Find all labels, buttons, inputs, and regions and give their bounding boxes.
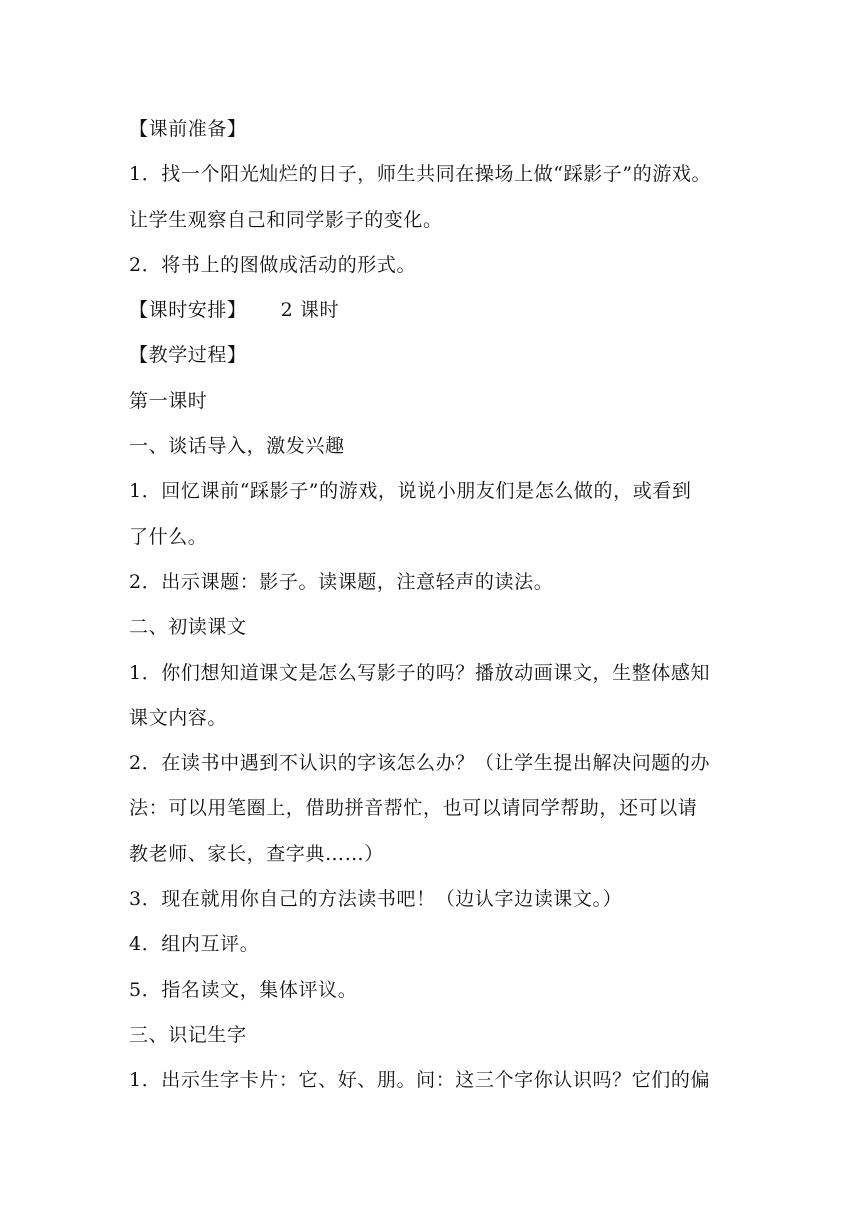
paragraph-line: 3．现在就用你自己的方法读书吧！（边认字边读课文。） bbox=[129, 888, 623, 911]
paragraph-line: 5．指名读文，集体评议。 bbox=[129, 978, 358, 1001]
paragraph-line: 法：可以用笔圈上，借助拼音帮忙，也可以请同学帮助，还可以请 bbox=[129, 797, 698, 820]
paragraph-line: 1．你们想知道课文是怎么写影子的吗？播放动画课文，生整体感知 bbox=[129, 661, 711, 684]
lesson-plan-text bbox=[129, 112, 769, 1109]
paragraph-line: 4．组内互评。 bbox=[129, 933, 260, 956]
paragraph-line: 1．找一个阳光灿烂的日子，师生共同在操场上做“踩影子”的游戏。 bbox=[129, 163, 712, 186]
heading-process: 【教学过程】 bbox=[129, 344, 247, 367]
class-hours-value: 2 课时 bbox=[280, 299, 340, 322]
section-heading: 二、初读课文 bbox=[129, 616, 247, 639]
paragraph-line: 2．将书上的图做成活动的形式。 bbox=[129, 253, 417, 276]
heading-schedule bbox=[129, 293, 769, 338]
paragraph-line: 1．出示生字卡片：它、好、朋。问：这三个字你认识吗？它们的偏 bbox=[129, 1069, 711, 1092]
paragraph-line: 让学生观察自己和同学影子的变化。 bbox=[129, 208, 443, 231]
section-heading: 三、识记生字 bbox=[129, 1023, 247, 1046]
heading-preparation: 【课前准备】 bbox=[129, 118, 247, 140]
paragraph-line: 教老师、家长，查字典……） bbox=[129, 842, 384, 865]
paragraph-line: 课文内容。 bbox=[129, 706, 228, 729]
paragraph-line: 1．回忆课前“踩影子”的游戏，说说小朋友们是怎么做的，或看到 bbox=[129, 480, 692, 503]
heading-schedule-label: 【课时安排】 bbox=[129, 299, 247, 322]
lesson-title: 第一课时 bbox=[129, 389, 208, 412]
paragraph-line: 了什么。 bbox=[129, 525, 208, 548]
paragraph-line: 2．在读书中遇到不认识的字该怎么办？（让学生提出解决问题的办 bbox=[129, 752, 711, 775]
paragraph-line: 2．出示课题：影子。读课题，注意轻声的读法。 bbox=[129, 570, 554, 593]
section-heading: 一、谈话导入，激发兴趣 bbox=[129, 435, 345, 458]
